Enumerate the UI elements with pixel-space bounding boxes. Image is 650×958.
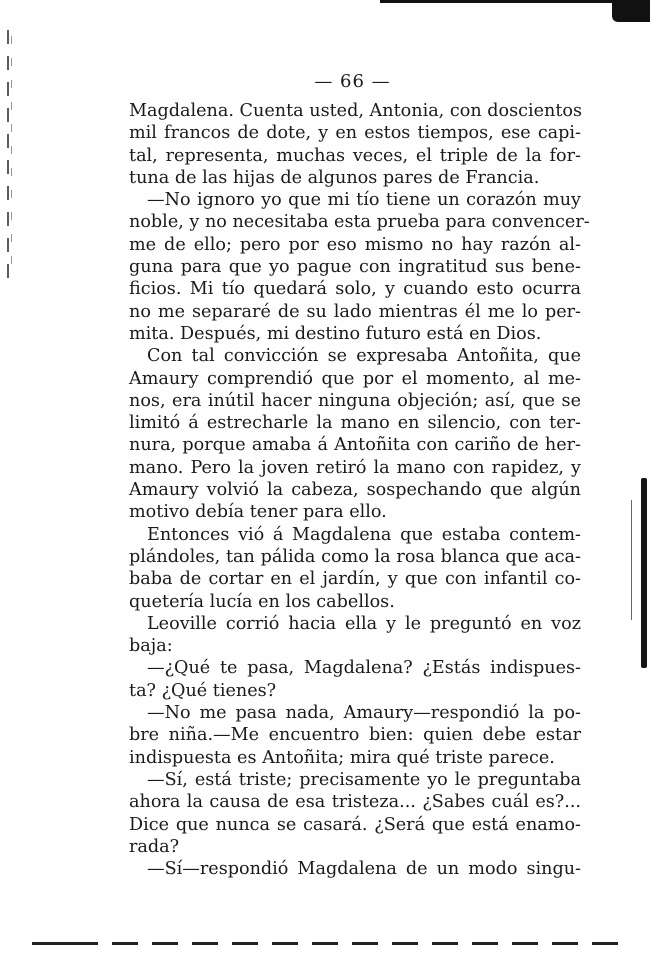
text-line: plándoles, tan pálida como la rosa blanca que aca- xyxy=(129,546,581,567)
text-line: Amaury comprendió que por el momento, al me- xyxy=(129,368,581,389)
text-line: tal, representa, muchas veces, el triple de la for- xyxy=(129,145,581,166)
text-line: mita. Después, mi destino futuro está en Dios. xyxy=(129,323,542,344)
text-line: Leoville corrió hacia ella y le preguntó en voz xyxy=(147,613,581,634)
text-line: mano. Pero la joven retiró la mano con rapidez, y xyxy=(129,457,581,478)
text-line: quetería lucía en los cabellos. xyxy=(129,591,395,612)
text-line: rada? xyxy=(129,836,180,857)
text-line: —Sí—respondió Magdalena de un modo singu- xyxy=(147,859,581,880)
text-line: limitó á estrecharle la mano en silencio, con ter- xyxy=(129,413,581,434)
text-line: Dice que nunca se casará. ¿Será que está enamo- xyxy=(129,814,581,835)
text-line: —No me pasa nada, Amaury—respondió la po- xyxy=(147,703,581,724)
text-line: no me separaré de su lado mientras él me lo per- xyxy=(129,301,581,322)
text-line: noble, y no necesitaba esta prueba para convencer- xyxy=(129,212,590,233)
text-line: ficios. Mi tío quedará solo, y cuando esto ocurra xyxy=(129,279,581,300)
body-text xyxy=(129,100,590,880)
text-line: me de ello; pero por eso mismo no hay razón al- xyxy=(129,234,581,255)
text-line: ahora la causa de esa tristeza... ¿Sabes cuál es?... xyxy=(129,792,581,813)
scan-edge-right xyxy=(641,478,647,668)
scan-edge-top xyxy=(380,0,650,10)
text-line: —Sí, está triste; precisamente yo le preguntaba xyxy=(147,769,581,790)
text-line: baba de cortar en el jardín, y que con infantil co- xyxy=(129,569,581,590)
scan-edge-left xyxy=(7,30,9,290)
text-line: baja: xyxy=(129,636,173,657)
text-line: ta? ¿Qué tienes? xyxy=(129,680,277,701)
text-line: guna para que yo pague con ingratitud sus bene- xyxy=(129,257,581,278)
text-line: tuna de las hijas de algunos pares de Francia. xyxy=(129,167,540,188)
page-number: — 66 — xyxy=(314,71,391,92)
text-line: —No ignoro yo que mi tío tiene un corazón muy xyxy=(147,190,581,211)
text-line: —¿Qué te pasa, Magdalena? ¿Estás indispues- xyxy=(147,658,581,679)
text-line: Magdalena. Cuenta usted, Antonia, con doscientos xyxy=(129,101,583,121)
scan-edge-right-inner xyxy=(631,500,632,620)
scan-edge-bottom xyxy=(32,942,632,945)
text-line: Amaury volvió la cabeza, sospechando que algún xyxy=(129,480,581,501)
text-line: Con tal convicción se expresaba Antoñita, que xyxy=(147,346,581,367)
text-line: nura, porque amaba á Antoñita con cariño de her- xyxy=(129,435,581,456)
text-line: motivo debía tener para ello. xyxy=(129,502,387,523)
text-line: mil francos de dote, y en estos tiempos, ese capi- xyxy=(129,123,581,144)
text-line: bre niña.—Me encuentro bien: quien debe estar xyxy=(129,725,581,746)
text-line: nos, era inútil hacer ninguna objeción; así, que se xyxy=(129,390,581,411)
text-line: Entonces vió á Magdalena que estaba contem- xyxy=(147,524,581,545)
text-line: indispuesta es Antoñita; mira qué triste parece. xyxy=(129,747,555,768)
